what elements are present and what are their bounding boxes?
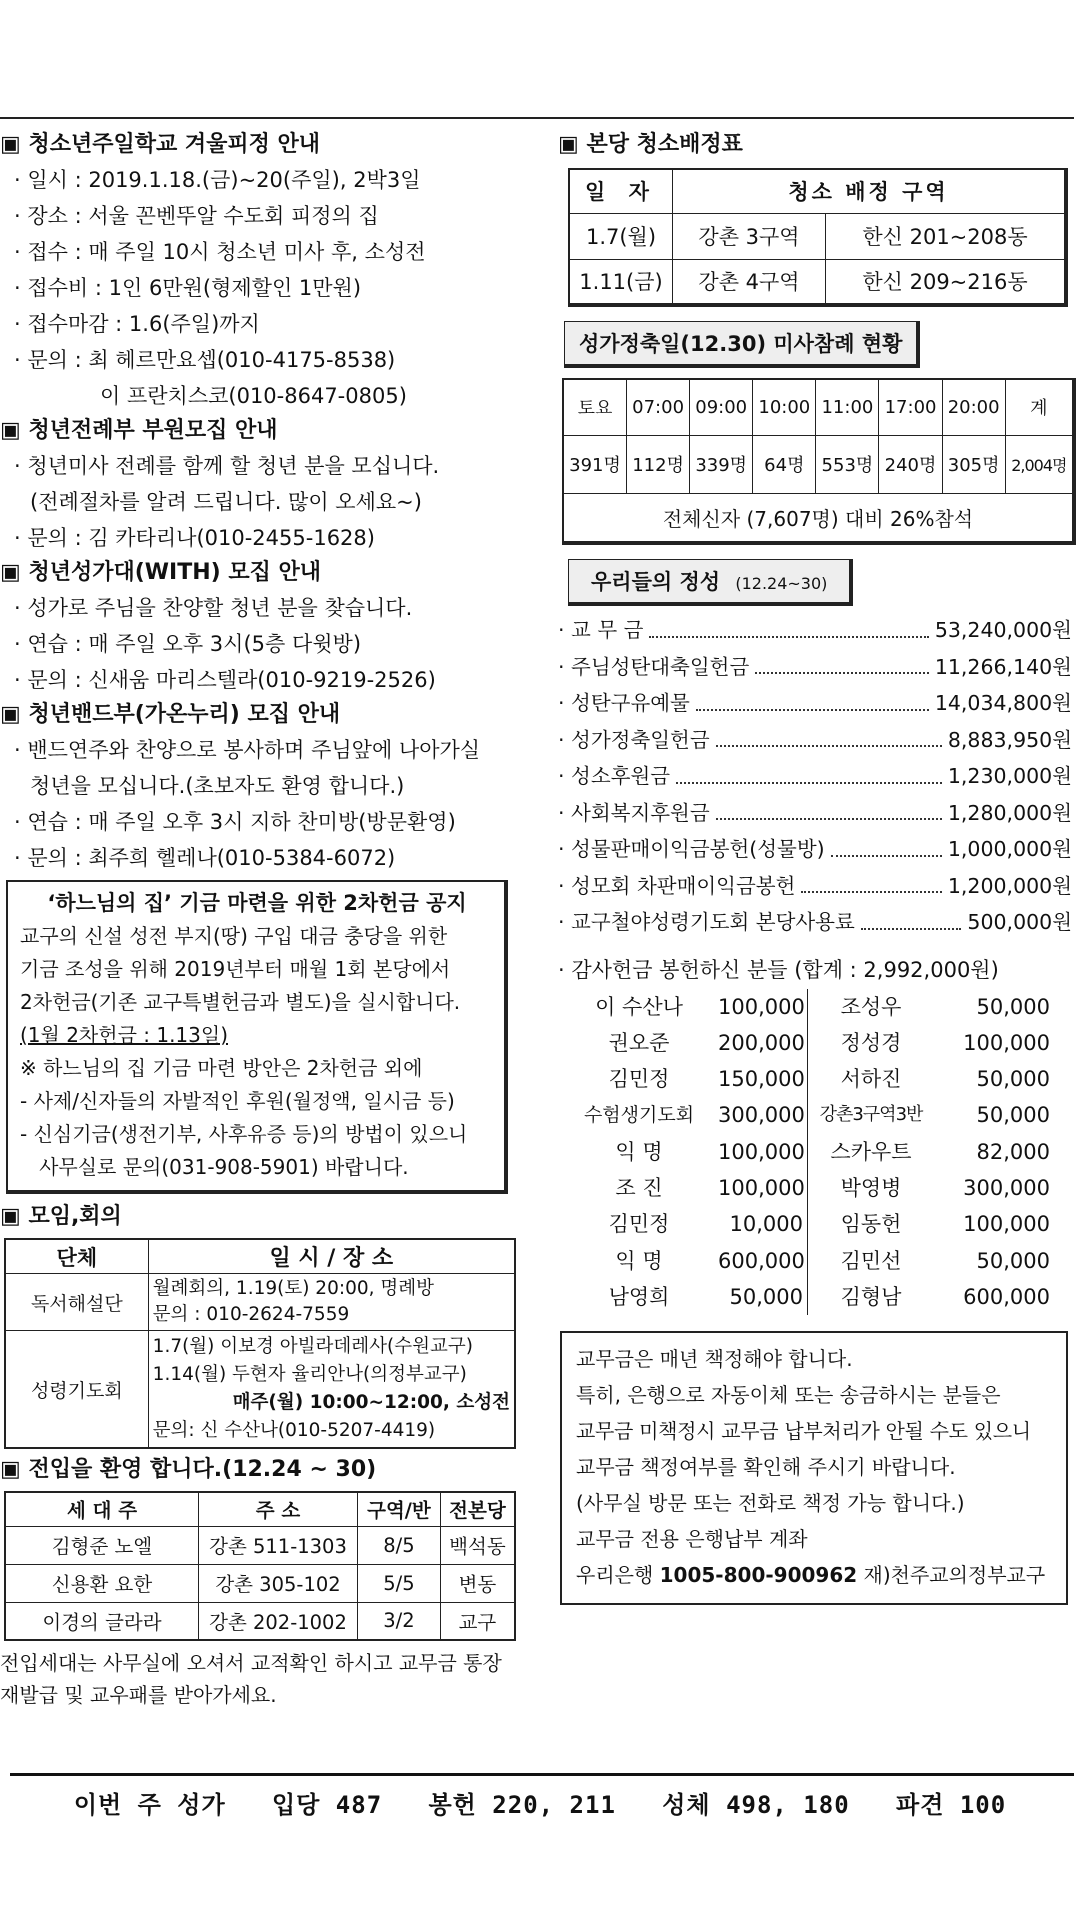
offering-label: · 성탄구유예물 [558, 691, 690, 715]
offering-amount: 500,000원 [967, 910, 1072, 934]
fund-notice-line: 2차헌금(기존 교구특별헌금과 별도)을 실시합니다. [20, 990, 461, 1014]
donor-name: 남영희 [608, 1284, 670, 1309]
fund-notice-line: - 사제/신자들의 자발적인 후원(월정액, 일시금 등) [20, 1089, 455, 1113]
meetings-section [0, 1200, 520, 1449]
attendance-section [558, 321, 1070, 545]
offerings-title: 우리들의 정성 [591, 570, 721, 594]
welcome-cell: 5/5 [358, 1564, 441, 1602]
donor-name: 김민정 [608, 1067, 670, 1092]
leader-dots [861, 904, 962, 930]
winter-camp-line: · 접수비 : 1인 6만원(형제할인 1만원) [14, 276, 362, 300]
donor-name: 정성경 [840, 1030, 902, 1055]
attendance-value: 112명 [627, 435, 690, 493]
tithe-info-box [560, 1331, 1068, 1605]
attendance-value: 391명 [563, 435, 627, 493]
fund-notice-line: ※ 하느님의 집 기금 마련 방안은 2차헌금 외에 [20, 1056, 423, 1080]
offering-label: · 성물판매이익금봉헌(성물방) [558, 837, 825, 861]
offering-item [558, 722, 1072, 759]
offering-item [558, 795, 1072, 832]
meetings-detail [148, 1331, 515, 1449]
attendance-value: 64명 [753, 435, 816, 493]
youth-choir-line: · 문의 : 신새움 마리스텔라(010-9219-2526) [14, 668, 436, 692]
fund-notice-line: 교구의 신설 성전 부지(땅) 구입 대금 충당을 위한 [20, 924, 448, 948]
leader-dots [831, 831, 942, 857]
offering-label: · 주님성탄대축일헌금 [558, 654, 750, 679]
offering-item [558, 649, 1072, 686]
tithe-info-line: 특히, 은행으로 자동이체 또는 송금하시는 분들은 [576, 1383, 1001, 1408]
leader-dots [649, 612, 928, 638]
attendance-value: 553명 [816, 435, 879, 493]
welcome-header: 전본당 [440, 1492, 515, 1526]
donor-amount: 300,000 [963, 1175, 1050, 1200]
donor-name: 조성우 [840, 994, 902, 1019]
leader-dots [676, 758, 942, 784]
leader-dots [716, 722, 942, 748]
winter-camp-contact2: 이 프란치스코(010-8647-0805) [100, 384, 407, 408]
cleaning-header: 청소 배정 구역 [673, 169, 1067, 213]
attendance-summary: 전체신자 (7,607명) 대비 26%참석 [563, 493, 1074, 543]
offering-amount: 14,034,800원 [934, 691, 1072, 715]
offering-amount: 1,200,000원 [947, 873, 1072, 898]
cleaning-cell: 1.7(월) [569, 213, 673, 259]
donor-amount: 600,000 [963, 1284, 1050, 1309]
welcome-header: 구역/반 [358, 1492, 441, 1526]
offering-label: · 성모회 차판매이익금봉헌 [558, 873, 796, 898]
youth-liturgy-line: · 청년미사 전례를 함께 할 청년 분을 모십니다. [14, 454, 440, 478]
cleaning-cell: 강촌 4구역 [673, 259, 826, 305]
donor-name: 익 명 [615, 1139, 663, 1164]
offering-amount: 11,266,140원 [934, 654, 1072, 679]
donor-name: 권오준 [608, 1030, 670, 1055]
youth-band-section [0, 698, 520, 876]
welcome-row [5, 1602, 515, 1640]
donor-name: 박영병 [840, 1175, 902, 1200]
welcome-cell: 3/2 [358, 1602, 441, 1640]
youth-band-line: · 문의 : 최주희 헬레나(010-5384-6072) [14, 846, 396, 870]
welcome-note: 재발급 및 교우패를 받아가세요. [0, 1683, 277, 1707]
leader-dots [696, 685, 929, 711]
attendance-row [563, 435, 1074, 493]
fund-notice-line: 사무실로 문의(031-908-5901) 바랍니다. [20, 1155, 409, 1179]
youth-choir-title: ▣ 청년성가대(WITH) 모집 안내 [0, 560, 322, 585]
meetings-group: 성령기도회 [5, 1331, 148, 1449]
donor-name: 수험생기도회 [583, 1104, 695, 1127]
donor-amount: 300,000 [718, 1097, 808, 1133]
meetings-detail-line: 문의: 신 수산나(010-5207-4419) [152, 1420, 436, 1441]
offerings-list [558, 612, 1072, 941]
welcome-cell: 백석동 [440, 1526, 515, 1564]
donor-amount: 100,000 [963, 1212, 1050, 1237]
youth-liturgy-line2: (전례절차를 알려 드립니다. 많이 오세요~) [30, 490, 422, 514]
donor-amount: 100,000 [718, 1170, 808, 1206]
donor-name: 임동헌 [840, 1212, 902, 1237]
meetings-detail-line: 월례회의, 1.19(토) 20:00, 명례방 [152, 1278, 434, 1299]
offering-item [558, 612, 1072, 649]
thanks-title: · 감사헌금 봉헌하신 분들 (합계 : 2,992,000원) [558, 957, 999, 982]
donor-amount: 10,000 [718, 1206, 808, 1242]
donor-name: 스카우트 [830, 1139, 912, 1164]
hymn-footer: 이번 주 성가 입당 487 봉헌 220, 211 성체 498, 180 파견 100 [73, 1791, 1007, 1819]
offering-amount: 1,000,000원 [947, 837, 1072, 861]
welcome-cell: 강촌 305-102 [199, 1564, 358, 1602]
offering-item [558, 904, 1072, 941]
account-bank: 우리은행 [576, 1563, 660, 1588]
donor-amount: 100,000 [718, 1134, 808, 1170]
welcome-table [4, 1491, 516, 1641]
welcome-row [5, 1526, 515, 1564]
meetings-detail-line: 1.7(월) 이보경 아빌라데레사(수원교구) [152, 1336, 473, 1357]
attendance-header: 11:00 [816, 379, 879, 435]
account-number: 1005-800-900962 [659, 1563, 858, 1588]
leader-dots [716, 795, 942, 821]
donor-amount: 100,000 [963, 1030, 1050, 1055]
offering-amount: 8,883,950원 [947, 727, 1072, 752]
winter-camp-title: ▣ 청소년주일학교 겨울피정 안내 [0, 132, 321, 157]
cleaning-cell: 한신 209~216동 [826, 259, 1067, 305]
winter-camp-line: · 일시 : 2019.1.18.(금)~20(주일), 2박3일 [14, 168, 421, 192]
attendance-value: 2,004명 [1005, 435, 1074, 493]
tithe-info-line: 교무금은 매년 책정해야 합니다. [576, 1347, 853, 1372]
attendance-header: 07:00 [627, 379, 690, 435]
offerings-section [558, 559, 1070, 1315]
attendance-table [562, 378, 1076, 545]
cleaning-cell: 강촌 3구역 [673, 213, 826, 259]
welcome-cell: 김형준 노엘 [5, 1526, 199, 1564]
meetings-detail-line: 1.14(월) 두현자 율리안나(의정부교구) [152, 1364, 467, 1385]
winter-camp-section [0, 128, 520, 414]
winter-camp-line: · 문의 : 최 헤르만요셉(010-4175-8538) [14, 348, 396, 372]
donor-name: 김형남 [840, 1284, 902, 1309]
offering-amount: 1,230,000원 [947, 764, 1072, 788]
donor-name: 김민정 [608, 1212, 670, 1237]
cleaning-header: 일 자 [569, 169, 673, 213]
offering-item [558, 831, 1072, 868]
top-rule [0, 117, 1074, 119]
youth-band-line: · 밴드연주와 찬양으로 봉사하며 주님앞에 나아가실 [14, 738, 481, 762]
donor-name: 익 명 [615, 1248, 663, 1273]
welcome-section [0, 1453, 520, 1711]
youth-liturgy-contact: · 문의 : 김 카타리나(010-2455-1628) [14, 526, 375, 550]
welcome-header: 주 소 [199, 1492, 358, 1526]
cleaning-cell: 한신 201~208동 [826, 213, 1067, 259]
welcome-title: ▣ 전입을 환영 합니다.(12.24 ~ 30) [0, 1457, 377, 1482]
youth-band-line: · 연습 : 매 주일 오후 3시 지하 찬미방(방문환영) [14, 810, 456, 834]
donor-amount: 50,000 [976, 994, 1050, 1019]
offering-item [558, 758, 1072, 795]
meetings-header: 단체 [5, 1239, 148, 1274]
fund-notice-title: ‘하느님의 집’ 기금 마련을 위한 2차헌금 공지 [47, 891, 467, 915]
youth-liturgy-title: ▣ 청년전례부 부원모집 안내 [0, 418, 278, 443]
attendance-header: 09:00 [690, 379, 753, 435]
donor-amount: 50,000 [976, 1067, 1050, 1092]
donor-amount: 50,000 [976, 1248, 1050, 1273]
donor-name: 조 진 [615, 1175, 663, 1200]
cleaning-table [568, 168, 1068, 307]
offerings-period: (12.24~30) [735, 574, 828, 593]
donor-amount: 200,000 [718, 1025, 808, 1061]
youth-choir-section [0, 556, 520, 698]
offerings-title-box [568, 559, 853, 606]
offering-label: · 성가정축일헌금 [558, 727, 710, 752]
donor-name: 김민선 [840, 1248, 902, 1273]
meetings-detail [148, 1274, 515, 1331]
attendance-title: 성가정축일(12.30) 미사참례 현황 [564, 321, 920, 368]
attendance-value: 339명 [690, 435, 753, 493]
leader-dots [801, 868, 941, 894]
attendance-header: 계 [1005, 379, 1074, 435]
fund-notice-line: (1월 2차헌금 : 1.13일) [20, 1023, 228, 1047]
youth-choir-line: · 성가로 주님을 찬양할 청년 분을 찾습니다. [14, 596, 413, 620]
offering-amount: 1,280,000원 [947, 800, 1072, 825]
cleaning-cell: 1.11(금) [569, 259, 673, 305]
leader-dots [755, 649, 929, 675]
offering-label: · 교구철야성령기도회 본당사용료 [558, 910, 855, 934]
donor-amount: 82,000 [976, 1139, 1050, 1164]
youth-choir-line: · 연습 : 매 주일 오후 3시(5층 다윗방) [14, 632, 362, 656]
donor-amount: 50,000 [718, 1279, 808, 1315]
winter-camp-line: · 접수 : 매 주일 10시 청소년 미사 후, 소성전 [14, 240, 426, 264]
donor-amount: 150,000 [718, 1061, 808, 1097]
tithe-info-line: 교무금 책정여부를 확인해 주시기 바랍니다. [576, 1455, 956, 1480]
youth-liturgy-section [0, 414, 520, 556]
welcome-header: 세 대 주 [5, 1492, 199, 1526]
cleaning-section [558, 128, 1070, 307]
welcome-cell: 8/5 [358, 1526, 441, 1564]
offering-amount: 53,240,000원 [934, 618, 1072, 642]
donor-name: 서하진 [840, 1067, 902, 1092]
welcome-row [5, 1564, 515, 1602]
offering-item [558, 868, 1072, 905]
left-column [0, 128, 520, 1711]
fund-notice-line: 기금 조성을 위해 2019년부터 매월 1회 본당에서 [20, 957, 451, 981]
winter-camp-line: · 접수마감 : 1.6(주일)까지 [14, 312, 260, 336]
offering-item [558, 685, 1072, 722]
donor-name: 강촌3구역3반 [819, 1104, 923, 1126]
meetings-detail-line: 문의 : 010-2624-7559 [152, 1304, 350, 1325]
welcome-cell: 변동 [440, 1564, 515, 1602]
right-column [558, 128, 1070, 1605]
bottom-rule [10, 1773, 1074, 1776]
youth-band-line: 청년을 모십니다.(초보자도 환영 합니다.) [30, 774, 405, 798]
cleaning-row [569, 259, 1066, 305]
meetings-group: 독서해설단 [5, 1274, 148, 1331]
donor-amount: 600,000 [718, 1243, 808, 1279]
tithe-info-line: (사무실 방문 또는 전화로 책정 가능 합니다.) [576, 1491, 965, 1516]
thanks-grid [560, 989, 1070, 1316]
offering-label: · 사회복지후원금 [558, 800, 710, 825]
meetings-title: ▣ 모임,회의 [0, 1204, 122, 1229]
attendance-header: 20:00 [942, 379, 1005, 435]
cleaning-row [569, 213, 1066, 259]
tithe-info-line: 교무금 전용 은행납부 계좌 [576, 1527, 808, 1552]
attendance-header: 17:00 [879, 379, 942, 435]
fund-notice-line: - 신심기금(생전기부, 사후유증 등)의 방법이 있으니 [20, 1122, 468, 1146]
attendance-header: 10:00 [753, 379, 816, 435]
donor-amount: 50,000 [976, 1103, 1050, 1128]
tithe-info-line: 교무금 미책정시 교무금 납부처리가 안될 수도 있으니 [576, 1419, 1031, 1444]
welcome-cell: 강촌 202-1002 [199, 1602, 358, 1640]
welcome-cell: 이경의 글라라 [5, 1602, 199, 1640]
donor-amount: 100,000 [718, 989, 808, 1025]
winter-camp-line: · 장소 : 서울 꼰벤뚜알 수도회 피정의 집 [14, 204, 379, 228]
offering-label: · 성소후원금 [558, 764, 671, 788]
meetings-detail-line: 매주(월) 10:00~12:00, 소성전 [232, 1392, 510, 1413]
welcome-cell: 교구 [440, 1602, 515, 1640]
welcome-cell: 강촌 511-1303 [199, 1526, 358, 1564]
tithe-account-line [576, 1557, 1056, 1593]
meetings-header: 일 시 / 장 소 [148, 1239, 515, 1274]
youth-band-title: ▣ 청년밴드부(가온누리) 모집 안내 [0, 702, 341, 727]
meetings-table [4, 1238, 516, 1449]
donor-name: 이 수산나 [595, 994, 683, 1019]
offering-label: · 교 무 금 [558, 618, 644, 642]
account-holder: 재)천주교의정부교구 [857, 1563, 1046, 1588]
fund-notice-box [6, 880, 508, 1194]
welcome-note: 전입세대는 사무실에 오셔서 교적확인 하시고 교무금 통장 [0, 1651, 502, 1675]
cleaning-title: ▣ 본당 청소배정표 [558, 132, 743, 157]
attendance-value: 305명 [942, 435, 1005, 493]
welcome-cell: 신용환 요한 [5, 1564, 199, 1602]
attendance-header: 토요 [563, 379, 627, 435]
attendance-value: 240명 [879, 435, 942, 493]
